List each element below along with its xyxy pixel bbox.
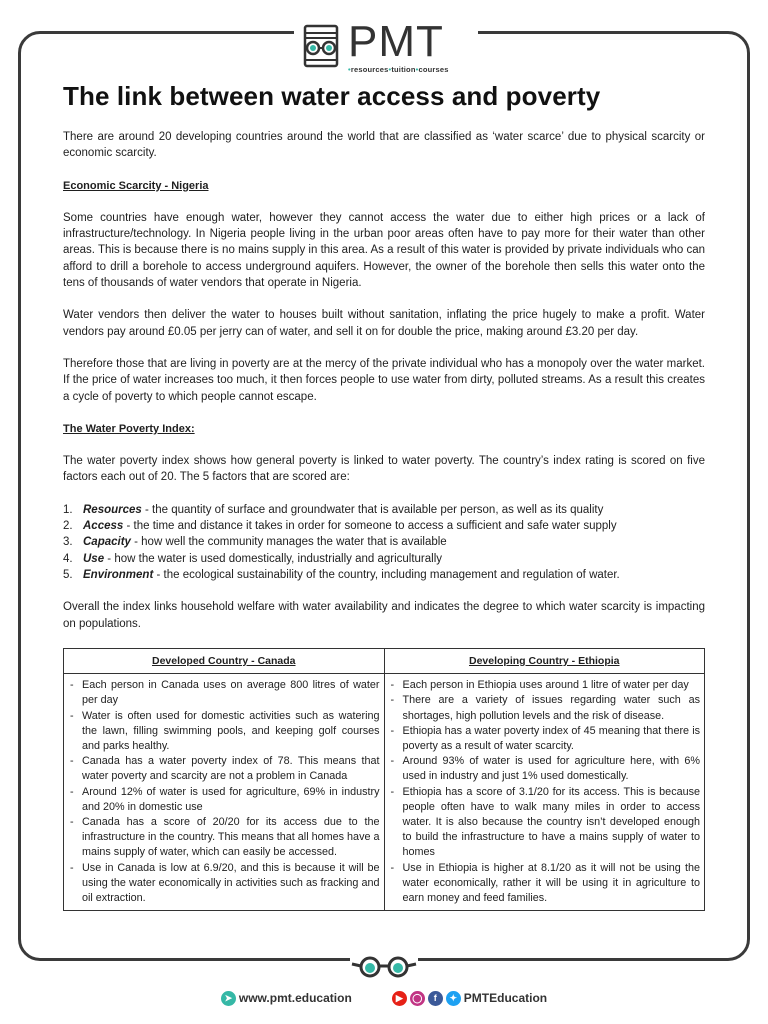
economic-scarcity-heading: Economic Scarcity - Nigeria (63, 179, 209, 192)
list-item: - Around 12% of water is used for agriculture, 69% in industry and 20% in domestic use (70, 785, 380, 813)
ethiopia-header: Developing Country - Ethiopia (384, 648, 705, 673)
list-item: - Use in Canada is low at 6.9/20, and this is because it will be using the water economically in activities such as fracking and oil extraction. (70, 861, 380, 904)
facebook-icon[interactable]: f (428, 991, 443, 1006)
nigeria-paragraph-3: Therefore those that are living in poverty are at the mercy of the private individual who has a monopoly over the water market. If the price of water increases too much, it then forces people to use water from dirty, polluted streams. As a result this creates a cycle of poverty to which people cannot escape. (63, 357, 705, 403)
twitter-icon[interactable]: ✦ (446, 991, 461, 1006)
youtube-icon[interactable]: ▶ (392, 991, 407, 1006)
water-poverty-index-heading: The Water Poverty Index: (63, 422, 195, 435)
nigeria-paragraph-2: Water vendors then deliver the water to houses built without sanitation, inflating the price hugely to make a profit. Water vendors pay around £0.05 per jerry can of water, and sell it on for double the price, making around £3.20 per day. (63, 309, 705, 338)
index-paragraph: The water poverty index shows how general poverty is linked to water poverty. The country’s index rating is scored on five factors each out of 20. The 5 factors that are scored are: (63, 455, 705, 484)
canada-header: Developed Country - Canada (64, 648, 385, 673)
social-links[interactable] (392, 991, 547, 1006)
nigeria-paragraph-1: Some countries have enough water, however they cannot access the water due to either high prices or a lack of infrastructure/technology. In Nigeria people living in the urban poor areas often have to pay more for their water than other areas. This is because there is no mains supply in this area. As a result of this water is provided by private individuals who can afford to drill a borehole to access underground aquifers. However, the owner of the borehole then sells this water onto the tens of thousands of water vendors that operate in Nigeria. (63, 211, 705, 290)
index-summary-paragraph: Overall the index links household welfare with water availability and indicates the degree to which water scarcity is impacting on populations. (63, 601, 705, 630)
list-item: - Use in Ethiopia is higher at 8.1/20 as it will not be using the water economically, rather it will be using it in agriculture to earn money and feed families. (390, 861, 700, 904)
document-body (63, 80, 705, 911)
pmt-logo (294, 16, 478, 78)
list-item: - Canada has a water poverty index of 78. This means that water poverty and scarcity are not a problem in Canada (70, 755, 380, 783)
website-text: www.pmt.education (238, 991, 352, 1005)
list-item: - Canada has a score of 20/20 for its access due to the infrastructure in the country. This means that all homes have a mains supply of water, which can easily be accessed. (70, 815, 380, 859)
canada-cell (64, 674, 385, 911)
intro-paragraph: There are around 20 developing countries around the world that are classified as ‘water scarce’ due to physical scarcity or economic scarcity. (63, 131, 705, 160)
brand-name: PMT (348, 17, 444, 67)
page-title: The link between water access and poverty (63, 81, 601, 111)
book-glasses-icon (302, 24, 342, 70)
list-item: - Each person in Ethiopia uses around 1 litre of water per day (390, 679, 689, 692)
brand-tagline: •resources•tuition•courses (348, 65, 449, 75)
website-link[interactable] (221, 991, 352, 1006)
list-item: 5. Environment - the ecological sustainability of the country, including management and regulation of water. (63, 568, 620, 581)
list-item: 3. Capacity - how well the community manages the water that is available (63, 536, 447, 549)
logo-text (348, 17, 449, 75)
instagram-icon[interactable]: ◯ (410, 991, 425, 1006)
ethiopia-cell (384, 674, 705, 911)
list-item: 1. Resources - the quantity of surface and groundwater that is available per person, as well as its quality (63, 503, 604, 516)
list-item: - Ethiopia has a water poverty index of 45 meaning that there is poverty as a result of water scarcity. (390, 724, 700, 752)
list-item: - Water is often used for domestic activities such as watering the lawn, filling swimming pools, and keeping golf courses and parks healthy. (70, 709, 380, 752)
list-item: - Each person in Canada uses on average 800 litres of water per day (70, 679, 380, 707)
footer (0, 988, 768, 1008)
social-handle: PMTEducation (463, 991, 548, 1005)
factor-list (63, 502, 705, 583)
list-item: - Ethiopia has a score of 3.1/20 for its access. This is because people often have to walk many miles in order to access water. It is also because the country isn’t developed enough to build the infrastructure to have a mains supply of water to homes (390, 785, 700, 859)
list-item: - There are a variety of issues regarding water such as shortages, high pollution levels and the risk of disease. (390, 694, 700, 722)
glasses-icon (350, 954, 418, 980)
list-item: - Around 93% of water is used for agriculture here, with 6% used in industry and just 1% used domestically. (390, 755, 700, 783)
list-item: 2. Access - the time and distance it takes in order for someone to access a sufficient and safe water supply (63, 520, 617, 533)
cursor-icon: ➤ (221, 991, 236, 1006)
comparison-table (63, 648, 705, 911)
list-item: 4. Use - how the water is used domestically, industrially and agriculturally (63, 552, 443, 565)
